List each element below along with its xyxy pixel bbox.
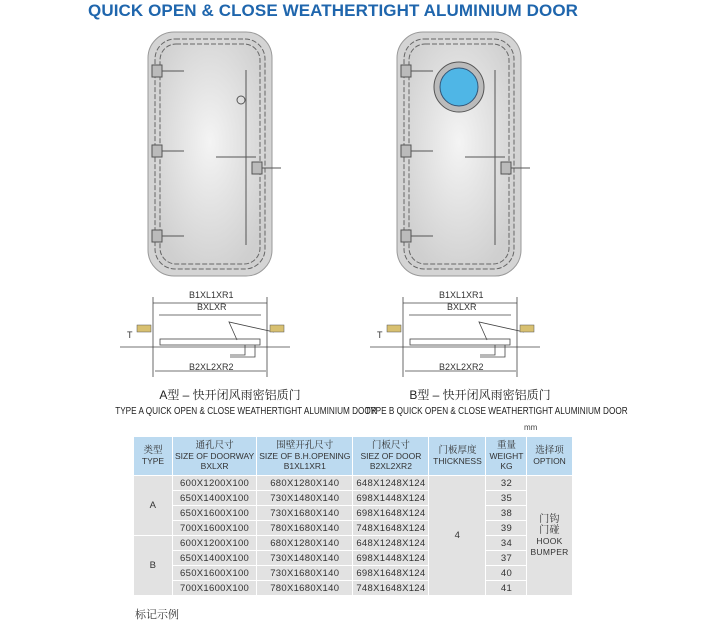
cell-weight: 38 (486, 506, 527, 521)
table-row (134, 521, 573, 536)
unit-label: mm (524, 423, 538, 432)
cell-opening: 730X1680X140 (257, 566, 353, 581)
cell-door: 648X1248X124 (353, 476, 429, 491)
cell-weight: 39 (486, 521, 527, 536)
caption-cn: A型 – 快开闭风雨密铝质门 (159, 388, 301, 402)
cell-door: 748X1648X124 (353, 521, 429, 536)
cell-doorway: 650X1600X100 (173, 566, 257, 581)
caption-en: TYPE A QUICK OPEN & CLOSE WEATHERTIGHT ALUMINIUM DOOR (115, 406, 377, 417)
cell-door: 698X1448X124 (353, 491, 429, 506)
cell-opening: 780X1680X140 (257, 521, 353, 536)
cell-weight: 35 (486, 491, 527, 506)
header-opening: 围壁开孔尺寸 SIZE OF B.H.OPENING B1XL1XR1 (257, 437, 353, 476)
cell-door: 698X1648X124 (353, 566, 429, 581)
door-type-a-drawing (146, 30, 286, 280)
cell-weight: 41 (486, 581, 527, 596)
table-row (134, 536, 573, 551)
cell-opening: 730X1480X140 (257, 551, 353, 566)
cell-type: B (134, 536, 173, 596)
table-row (134, 581, 573, 596)
caption-cn: B型 – 快开闭风雨密铝质门 (409, 388, 551, 402)
cell-thickness: 4 (429, 476, 486, 596)
table-row (134, 551, 573, 566)
cell-doorway: 650X1400X100 (173, 551, 257, 566)
dim-label: B2XL2XR2 (189, 362, 234, 372)
cell-opening: 780X1680X140 (257, 581, 353, 596)
cell-weight: 34 (486, 536, 527, 551)
cell-doorway: 600X1200X100 (173, 536, 257, 551)
dim-label: T (127, 330, 133, 340)
dim-label: BXLXR (447, 302, 477, 312)
header-weight: 重量 WEIGHT KG (486, 437, 527, 476)
header-doorway: 通孔尺寸 SIZE OF DOORWAY BXLXR (173, 437, 257, 476)
cell-doorway: 600X1200X100 (173, 476, 257, 491)
header-door: 门板尺寸 SIEZ OF DOOR B2XL2XR2 (353, 437, 429, 476)
cell-doorway: 650X1600X100 (173, 506, 257, 521)
header-option: 选择项 OPTION (527, 437, 572, 476)
cell-opening: 680X1280X140 (257, 536, 353, 551)
cell-weight: 40 (486, 566, 527, 581)
note-text: 标记示例 (135, 609, 179, 621)
table-row (134, 506, 573, 521)
dim-label: BXLXR (197, 302, 227, 312)
cell-doorway: 650X1400X100 (173, 491, 257, 506)
cell-doorway: 700X1600X100 (173, 581, 257, 596)
table-row (134, 491, 573, 506)
cell-opening: 730X1480X140 (257, 491, 353, 506)
caption-type-b (340, 386, 628, 417)
header-thickness: 门板厚度 THICKNESS (429, 437, 486, 476)
dim-label: B2XL2XR2 (439, 362, 484, 372)
dim-label: T (377, 330, 383, 340)
cell-door: 748X1648X124 (353, 581, 429, 596)
table-row (134, 476, 573, 491)
cell-opening: 730X1680X140 (257, 506, 353, 521)
dim-label: B1XL1XR1 (439, 290, 484, 300)
door-type-b-drawing (395, 30, 535, 280)
cell-option: 门钩 门碰 HOOK BUMPER (527, 476, 572, 596)
header-type: 类型 TYPE (134, 437, 173, 476)
table-row (134, 566, 573, 581)
cell-opening: 680X1280X140 (257, 476, 353, 491)
cell-door: 698X1648X124 (353, 506, 429, 521)
dim-label: B1XL1XR1 (189, 290, 234, 300)
spec-table (133, 436, 573, 596)
table-header-row (134, 437, 573, 476)
page-title: QUICK OPEN & CLOSE WEATHERTIGHT ALUMINIUM DOOR (88, 1, 579, 20)
cell-type: A (134, 476, 173, 536)
caption-en: TYPE B QUICK OPEN & CLOSE WEATHERTIGHT ALUMINIUM DOOR (365, 406, 628, 417)
cell-door: 698X1448X124 (353, 551, 429, 566)
cell-doorway: 700X1600X100 (173, 521, 257, 536)
caption-type-a (90, 386, 377, 417)
cell-weight: 32 (486, 476, 527, 491)
cell-weight: 37 (486, 551, 527, 566)
cell-door: 648X1248X124 (353, 536, 429, 551)
